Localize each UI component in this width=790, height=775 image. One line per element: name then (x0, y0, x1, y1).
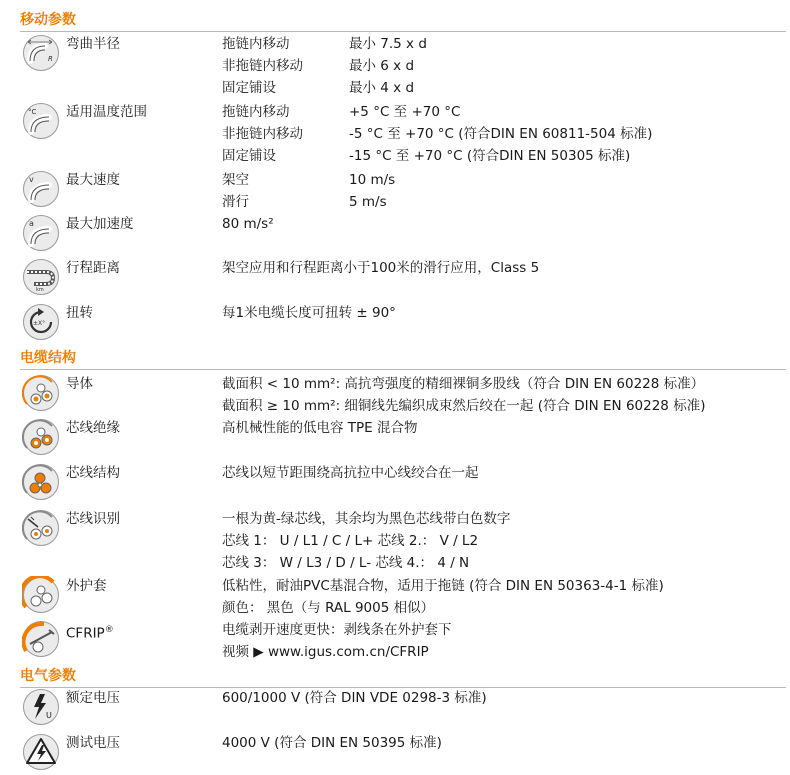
section-header-movement (0, 10, 790, 32)
cfrip-line-1: 电缆剥开速度更快：剥线条在外护套下 (222, 622, 452, 638)
temperature-label: 适用温度范围 (66, 104, 147, 120)
core-identification-line-2: 芯线 1： U / L1 / C / L+ 芯线 2.： V / L2 (222, 533, 479, 549)
max-accel-value: 80 m/s² (222, 216, 274, 232)
svg-text:km: km (36, 287, 44, 293)
temperature-sub-1: 拖链内移动 (222, 104, 290, 120)
core-structure-label: 芯线结构 (66, 465, 120, 481)
svg-text:a: a (29, 219, 34, 228)
test-voltage-label: 测试电压 (66, 735, 120, 751)
travel-distance-value: 架空应用和行程距离小于100米的滑行应用，Class 5 (222, 260, 540, 276)
cfrip-label (66, 620, 114, 644)
bend-radius-value-2: 最小 6 x d (349, 58, 415, 74)
torsion-icon (22, 303, 60, 341)
section-divider (20, 369, 786, 370)
bend-radius-label: 弯曲半径 (66, 36, 120, 52)
core-insulation-label: 芯线绝缘 (66, 420, 120, 436)
conductor-line-2: 截面积 ≥ 10 mm²: 细铜线先编织成束然后绞在一起 (符合 DIN EN 60228 标准) (222, 398, 706, 414)
section-header-electrical (0, 666, 790, 688)
bend-radius-icon (22, 34, 60, 72)
svg-text:R: R (48, 55, 53, 63)
max-speed-label: 最大速度 (66, 172, 120, 188)
svg-text:°C: °C (28, 108, 37, 116)
svg-text:v: v (29, 175, 34, 184)
test-voltage-icon (22, 733, 60, 771)
core-insulation-icon (22, 418, 60, 456)
bend-radius-sub-2: 非拖链内移动 (222, 58, 303, 74)
cfrip-label-text: CFRIP (66, 625, 105, 642)
outer-jacket-line-2: 颜色： 黑色（与 RAL 9005 相似） (222, 600, 435, 616)
core-structure-icon (22, 463, 60, 501)
temperature-value-3: -15 °C 至 +70 °C (符合DIN EN 50305 标准) (349, 148, 631, 164)
conductor-line-1: 截面积 < 10 mm²: 高抗弯强度的精细裸铜多股线（符合 DIN EN 60228 标准） (222, 376, 705, 392)
bend-radius-sub-1: 拖链内移动 (222, 36, 290, 52)
conductor-label: 导体 (66, 376, 93, 392)
max-speed-value-1: 10 m/s (349, 172, 396, 188)
core-structure-line-1: 芯线以短节距围绕高抗拉中心线绞合在一起 (222, 465, 479, 481)
torsion-label: 扭转 (66, 305, 93, 321)
max-speed-sub-1: 架空 (222, 172, 249, 188)
outer-jacket-label: 外护套 (66, 578, 107, 594)
acceleration-icon (22, 214, 60, 252)
rated-voltage-icon (22, 688, 60, 726)
cfrip-icon (22, 620, 60, 658)
core-identification-icon (22, 509, 60, 547)
bend-radius-value-3: 最小 4 x d (349, 80, 415, 96)
section-title: 移动参数 (20, 12, 76, 28)
travel-distance-icon (22, 258, 60, 296)
rated-voltage-label: 额定电压 (66, 690, 120, 706)
max-speed-sub-2: 滑行 (222, 194, 249, 210)
torsion-value: 每1米电缆长度可扭转 ± 90° (222, 305, 396, 321)
bend-radius-sub-3: 固定铺设 (222, 80, 276, 96)
bend-radius-value-1: 最小 7.5 x d (349, 36, 427, 52)
core-insulation-line-1: 高机械性能的低电容 TPE 混合物 (222, 420, 418, 436)
temperature-sub-3: 固定铺设 (222, 148, 276, 164)
test-voltage-value: 4000 V (符合 DIN EN 50395 标准) (222, 735, 442, 751)
section-divider (20, 31, 786, 32)
core-identification-line-1: 一根为黄-绿芯线，其余均为黑色芯线带白色数字 (222, 511, 511, 527)
temperature-icon (22, 102, 60, 140)
temperature-value-2: -5 °C 至 +70 °C (符合DIN EN 60811-504 标准) (349, 126, 653, 142)
temperature-value-1: +5 °C 至 +70 °C (349, 104, 461, 120)
registered-mark: ® (104, 625, 114, 635)
conductor-icon (22, 374, 60, 412)
temperature-sub-2: 非拖链内移动 (222, 126, 303, 142)
core-identification-line-3: 芯线 3： W / L3 / D / L- 芯线 4.： 4 / N (222, 555, 470, 571)
core-identification-label: 芯线识别 (66, 511, 120, 527)
section-header-cable (0, 348, 790, 370)
cfrip-video-link[interactable]: 视频 ▶ www.igus.com.cn/CFRIP (222, 644, 429, 660)
outer-jacket-line-1: 低粘性，耐油PVC基混合物，适用于拖链 (符合 DIN EN 50363-4-1 标准) (222, 578, 664, 594)
section-title: 电气参数 (20, 668, 76, 684)
svg-text:U: U (46, 711, 52, 720)
travel-distance-label: 行程距离 (66, 260, 120, 276)
max-accel-label: 最大加速度 (66, 216, 134, 232)
section-title: 电缆结构 (20, 350, 76, 366)
svg-text:±X°: ±X° (33, 320, 46, 327)
max-speed-value-2: 5 m/s (349, 194, 387, 210)
rated-voltage-value: 600/1000 V (符合 DIN VDE 0298-3 标准) (222, 690, 487, 706)
outer-jacket-icon (22, 576, 60, 614)
speed-icon (22, 170, 60, 208)
